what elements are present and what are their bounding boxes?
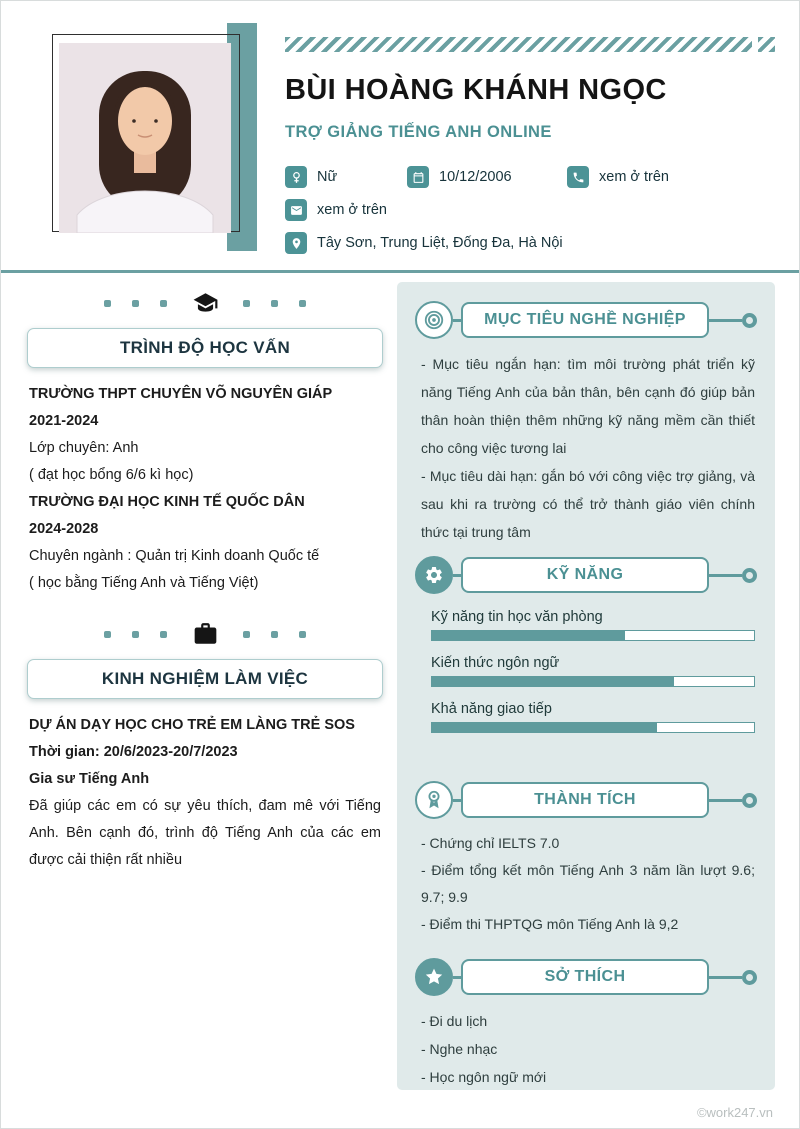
skill-bar-fill <box>432 677 674 686</box>
education-title: TRÌNH ĐỘ HỌC VẤN <box>27 328 383 368</box>
section-knob <box>742 793 757 808</box>
contact-info <box>285 166 775 254</box>
section-ornament <box>27 290 383 316</box>
briefcase-icon <box>188 621 222 647</box>
section-achievements <box>415 781 757 938</box>
stripe-cap <box>758 37 775 52</box>
right-panel <box>397 282 775 1090</box>
project-description: Đã giúp các em có sự yêu thích, đam mê với Tiếng Anh. Bên cạnh đó, trình độ Tiếng Anh của các em được cải thiện rất nhiều <box>29 798 381 868</box>
graduation-cap-icon <box>188 290 222 316</box>
gender-icon <box>285 166 307 188</box>
skill-bar-fill <box>432 631 625 640</box>
section-experience <box>27 621 383 878</box>
left-column <box>25 282 385 878</box>
section-ornament <box>27 621 383 647</box>
hobbies-body <box>415 996 757 1090</box>
skills-body <box>415 594 757 733</box>
achievement-item: - Điểm thi THPTQG môn Tiếng Anh là 9,2 <box>421 916 679 932</box>
section-knob <box>742 970 757 985</box>
phone-value: xem ở trên <box>599 169 669 185</box>
contact-row <box>285 232 775 254</box>
hobby-item: - Nghe nhạc <box>421 1041 498 1057</box>
portrait-photo <box>59 43 231 233</box>
hobby-item: - Học ngôn ngữ mới <box>421 1069 547 1085</box>
achievement-item: - Chứng chỉ IELTS 7.0 <box>421 835 560 851</box>
contact-row <box>285 199 775 221</box>
section-hobbies <box>415 958 757 1090</box>
objective-item: - Mục tiêu ngắn hạn: tìm môi trường phát triển kỹ năng Tiếng Anh của bản thân, bên cạnh đó giúp bản thân hoàn thiện thêm những kỹ năng mềm cần thiết cho công việc tương lai <box>421 356 755 456</box>
section-education <box>27 290 383 601</box>
objective-header <box>415 301 757 339</box>
skill-bar <box>431 722 755 733</box>
envelope-icon <box>285 199 307 221</box>
phone-field <box>567 166 669 188</box>
body-columns <box>1 273 799 1090</box>
gender-value: Nữ <box>317 169 338 185</box>
school-name: TRƯỜNG ĐẠI HỌC KINH TẾ QUỐC DÂN <box>29 494 305 510</box>
map-pin-icon <box>285 232 307 254</box>
hobby-item: - Đi du lịch <box>421 1013 488 1029</box>
job-title: TRỢ GIẢNG TIẾNG ANH ONLINE <box>285 123 552 141</box>
objective-title: MỤC TIÊU NGHỀ NGHIỆP <box>461 302 709 338</box>
section-knob <box>742 568 757 583</box>
skill-bar <box>431 630 755 641</box>
dob-field <box>407 166 567 188</box>
achievements-header <box>415 781 757 819</box>
header <box>1 1 799 254</box>
medal-icon <box>415 781 453 819</box>
address-value: Tây Sơn, Trung Liệt, Đống Đa, Hà Nội <box>317 235 563 251</box>
education-detail: Chuyên ngành : Quản trị Kinh doanh Quốc tế <box>29 548 320 564</box>
skill-item <box>431 696 755 733</box>
stripe-bar <box>285 37 752 52</box>
header-info <box>231 29 775 254</box>
skills-header <box>415 556 757 594</box>
education-detail: ( đạt học bổng 6/6 kì học) <box>29 467 194 483</box>
education-detail: ( học bằng Tiếng Anh và Tiếng Việt) <box>29 575 259 591</box>
target-icon <box>415 301 453 339</box>
experience-body <box>27 699 383 878</box>
gear-icon <box>415 556 453 594</box>
objective-body <box>415 339 757 546</box>
phone-icon <box>567 166 589 188</box>
decorative-stripes <box>285 37 775 52</box>
gender-field <box>285 166 407 188</box>
watermark: ©work247.vn <box>696 1105 773 1120</box>
skill-label: Kỹ năng tin học văn phòng <box>431 609 603 625</box>
project-name: DỰ ÁN DẠY HỌC CHO TRẺ EM LÀNG TRẺ SOS <box>29 717 355 733</box>
address-field <box>285 232 563 254</box>
hobbies-header <box>415 958 757 996</box>
objective-item: - Mục tiêu dài hạn: gắn bó với công việc trợ giảng, và sau khi ra trường có thể trở thành giáo viên chính thức tại trung tâm <box>421 468 755 540</box>
contact-row <box>285 166 775 188</box>
dob-value: 10/12/2006 <box>439 169 512 185</box>
skill-bar <box>431 676 755 687</box>
achievement-item: - Điểm tổng kết môn Tiếng Anh 3 năm lần lượt 9.6; 9.7; 9.9 <box>421 862 755 905</box>
skills-title: KỸ NĂNG <box>461 557 709 593</box>
section-knob <box>742 313 757 328</box>
star-icon <box>415 958 453 996</box>
skill-item <box>431 604 755 641</box>
achievements-body <box>415 819 757 938</box>
project-time: Thời gian: 20/6/2023-20/7/2023 <box>29 744 238 760</box>
skill-bar-fill <box>432 723 657 732</box>
email-field <box>285 199 387 221</box>
section-skills <box>415 556 757 733</box>
school-name: TRƯỜNG THPT CHUYÊN VÕ NGUYÊN GIÁP <box>29 386 333 402</box>
skill-item <box>431 650 755 687</box>
candidate-name: BÙI HOÀNG KHÁNH NGỌC <box>285 74 667 106</box>
experience-title: KINH NGHIỆM LÀM VIỆC <box>27 659 383 699</box>
skill-label: Khả năng giao tiếp <box>431 701 552 717</box>
calendar-icon <box>407 166 429 188</box>
project-role: Gia sư Tiếng Anh <box>29 771 150 787</box>
hobbies-title: SỞ THÍCH <box>461 959 709 995</box>
school-years: 2024-2028 <box>29 521 99 537</box>
education-body <box>27 368 383 601</box>
education-detail: Lớp chuyên: Anh <box>29 440 139 456</box>
section-objective <box>415 301 757 546</box>
school-years: 2021-2024 <box>29 413 99 429</box>
skill-label: Kiến thức ngôn ngữ <box>431 655 560 671</box>
profile-photo <box>59 43 231 233</box>
achievements-title: THÀNH TÍCH <box>461 782 709 818</box>
email-value: xem ở trên <box>317 202 387 218</box>
